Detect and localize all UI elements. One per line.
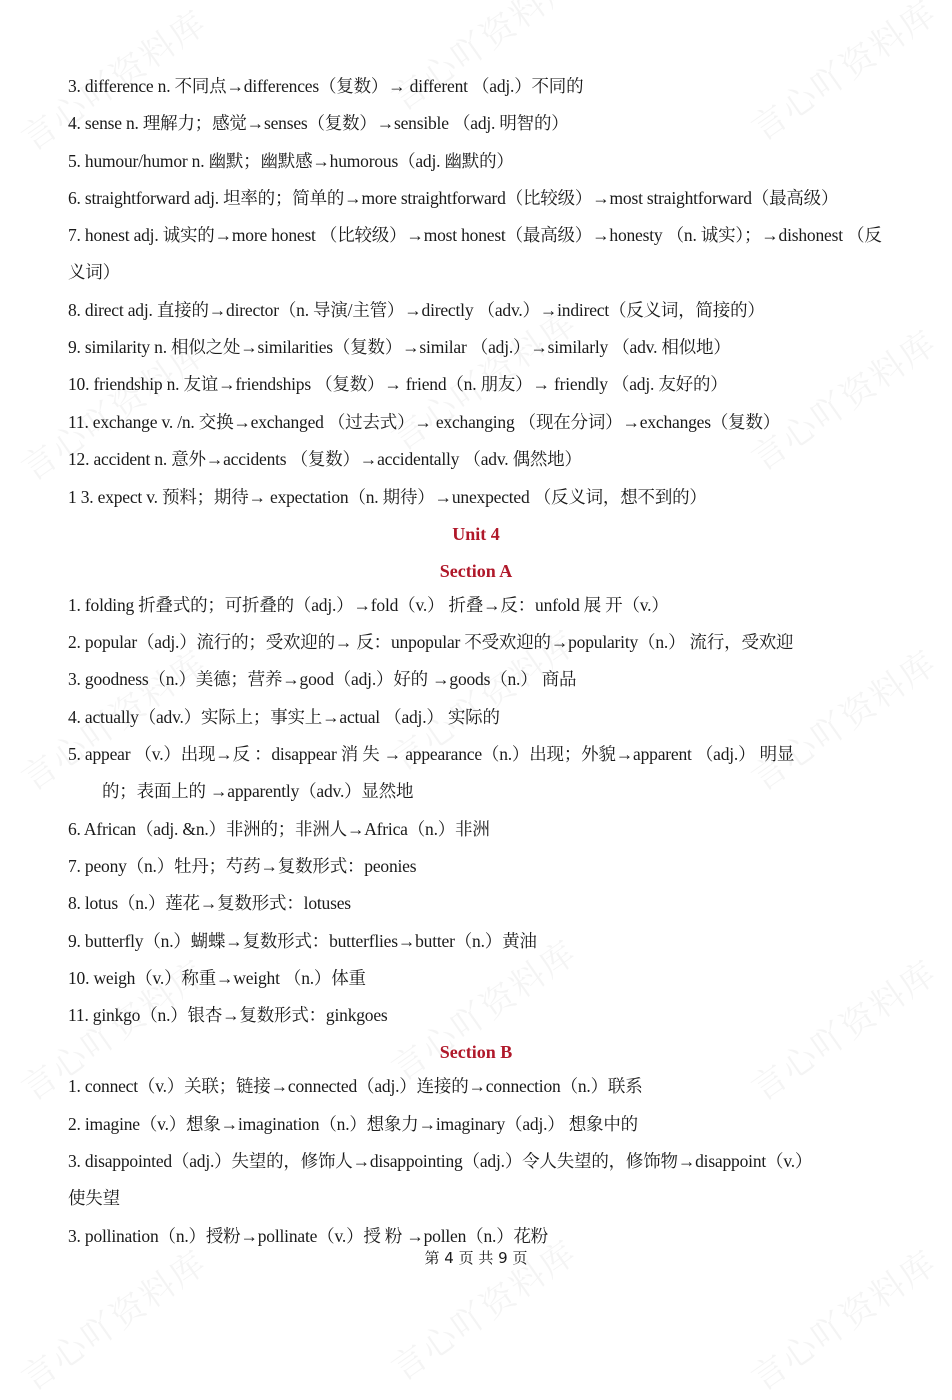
list-item: 8. lotus（n.）莲花→复数形式：lotuses bbox=[68, 893, 351, 913]
list-item: 3. disappointed（adj.）失望的，修饰人→disappointing（adj.）令人失望的，修饰物→disappoint（v.） bbox=[68, 1151, 813, 1171]
list-item: 2. popular（adj.）流行的；受欢迎的→ 反：unpopular 不受欢迎的→popularity（n.） 流行，受欢迎 bbox=[68, 632, 794, 652]
list-item-continuation: 使失望 bbox=[68, 1188, 120, 1208]
list-item: 4. actually（adv.）实际上；事实上→actual （adj.） 实际的 bbox=[68, 707, 500, 727]
section-a-title: Section A bbox=[439, 561, 513, 581]
unit-title: Unit 4 bbox=[452, 524, 500, 544]
list-item: 5. appear （v.）出现→反 ：disappear 消 失 → appearance（n.）出现；外貌→apparent （adj.） 明显 bbox=[68, 744, 795, 764]
list-item: 6. straightforward adj. 坦率的；简单的→more straightforward（比较级）→most straightforward（最高级） bbox=[68, 188, 839, 208]
list-item: 7. peony（n.）牡丹；芍药→复数形式：peonies bbox=[68, 856, 417, 876]
list-item: 12. accident n. 意外→accidents （复数）→accidentally （adv. 偶然地） bbox=[68, 449, 582, 469]
watermark bbox=[740, 636, 945, 800]
list-item: 5. humour/humor n. 幽默；幽默感→humorous（adj. 幽默的） bbox=[68, 151, 514, 171]
list-item: 6. African（adj. &n.）非洲的；非洲人→Africa（n.）非洲 bbox=[68, 819, 490, 839]
list-item-continuation: 的；表面上的 →apparently（adv.）显然地 bbox=[102, 781, 414, 801]
list-item: 9. similarity n. 相似之处→similarities（复数）→similar （adj.）→similarly （adv. 相似地） bbox=[68, 337, 731, 357]
watermark bbox=[740, 316, 945, 480]
list-item: 3. pollination（n.）授粉→pollinate（v.）授 粉 →pollen（n.）花粉 bbox=[68, 1226, 549, 1246]
list-item: 3. difference n. 不同点→differences（复数）→ different （adj.）不同的 bbox=[68, 76, 584, 96]
list-item: 1 3. expect v. 预料；期待→ expectation（n. 期待）→unexpected （反义词，想不到的） bbox=[68, 487, 707, 507]
section-b-title: Section B bbox=[439, 1042, 513, 1062]
list-item: 2. imagine（v.）想象→imagination（n.）想象力→imaginary（adj.） 想象中的 bbox=[68, 1114, 638, 1134]
list-item: 8. direct adj. 直接的→director（n. 导演/主管）→directly （adv.）→indirect（反义词，简接的） bbox=[68, 300, 765, 320]
list-item-continuation: 义词） bbox=[68, 262, 120, 282]
list-item: 1. connect（v.）关联；链接→connected（adj.）连接的→connection（n.）联系 bbox=[68, 1076, 643, 1096]
page-number-footer: 第 4 页 共 9 页 bbox=[424, 1249, 528, 1267]
list-item: 7. honest adj. 诚实的→more honest （比较级）→most honest（最高级）→honesty （n. 诚实）；→dishonest （反 bbox=[68, 225, 882, 245]
watermark bbox=[740, 0, 945, 150]
list-item: 11. ginkgo（n.）银杏→复数形式：ginkgoes bbox=[68, 1005, 388, 1025]
list-item: 10. weigh（v.）称重→weight （n.）体重 bbox=[68, 968, 366, 988]
list-item: 9. butterfly（n.）蝴蝶→复数形式：butterflies→butter（n.）黄油 bbox=[68, 931, 537, 951]
watermark bbox=[740, 946, 945, 1110]
list-item: 11. exchange v. /n. 交换→exchanged （过去式）→ exchanging （现在分词）→exchanges（复数） bbox=[68, 412, 781, 432]
list-item: 3. goodness（n.）美德；营养→good（adj.）好的 →goods（n.） 商品 bbox=[68, 669, 577, 689]
list-item: 1. folding 折叠式的；可折叠的（adj.）→fold（v.） 折叠→反：unfold 展 开（v.） bbox=[68, 595, 669, 615]
watermark bbox=[380, 0, 585, 120]
list-item: 10. friendship n. 友谊→friendships （复数）→ friend（n. 朋友）→ friendly （adj. 友好的） bbox=[68, 374, 728, 394]
list-item: 4. sense n. 理解力；感觉→senses（复数）→sensible （adj. 明智的） bbox=[68, 113, 569, 133]
